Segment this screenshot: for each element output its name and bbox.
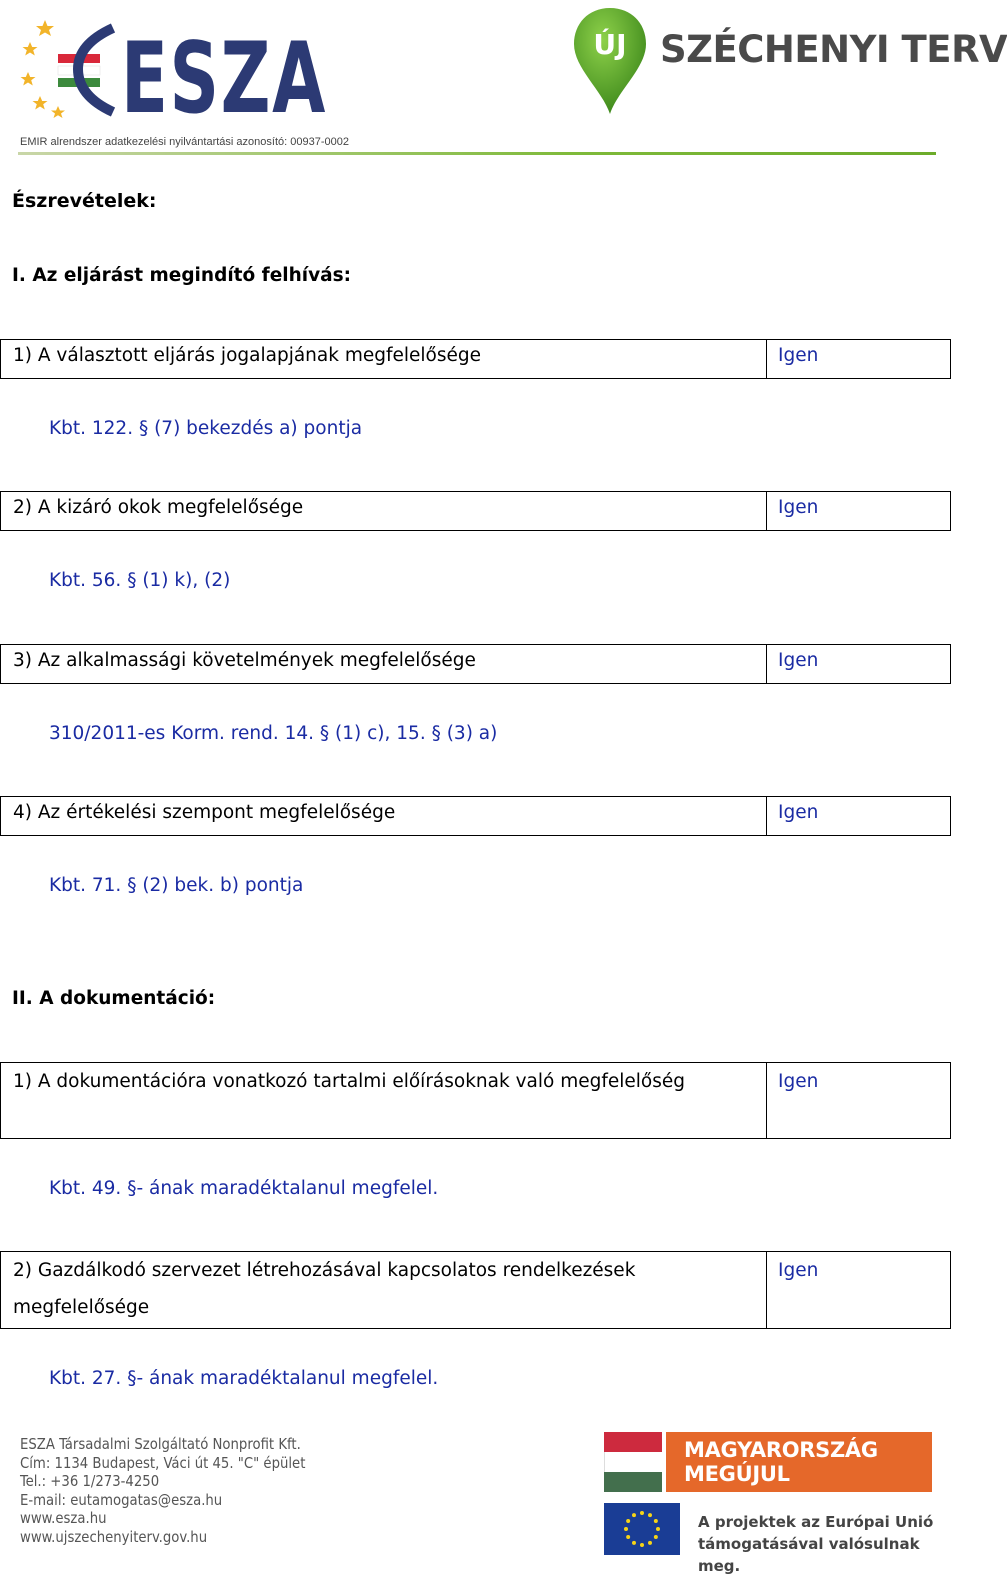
row-label: 2) Gazdálkodó szervezet létrehozásával kapcsolatos rendelkezések megfelelősége xyxy=(1,1252,767,1328)
header-divider xyxy=(18,152,936,155)
legal-reference: Kbt. 27. §- ának maradéktalanul megfelel. xyxy=(49,1368,439,1389)
hungarian-flag-icon xyxy=(604,1432,662,1492)
table-row xyxy=(0,1251,951,1329)
footer-address: Cím: 1134 Budapest, Váci út 45. "C" épület xyxy=(20,1453,306,1472)
legal-reference: 310/2011-es Korm. rend. 14. § (1) c), 15. § (3) a) xyxy=(49,723,498,744)
table-row xyxy=(0,796,951,836)
eu-star-icon xyxy=(632,1541,636,1545)
eu-support-text xyxy=(698,1511,960,1577)
row-value: Igen xyxy=(778,802,819,823)
footer-org-name: ESZA Társadalmi Szolgáltató Nonprofit Kft. xyxy=(20,1435,301,1453)
eu-text-line-1: A projektek az Európai Unió xyxy=(698,1513,934,1531)
footer-website-szechenyi: www.ujszechenyiterv.gov.hu xyxy=(20,1527,208,1546)
row-value: Igen xyxy=(778,345,819,366)
row-label: 3) Az alkalmassági követelmények megfelelősége xyxy=(1,645,767,683)
szechenyi-terv-text: SZÉCHENYI TERV xyxy=(660,28,1007,71)
row-label: 1) A választott eljárás jogalapjának megfelelősége xyxy=(1,340,767,378)
table-row xyxy=(0,491,951,531)
eu-star-icon xyxy=(624,1527,628,1531)
row-label: 2) A kizáró okok megfelelősége xyxy=(1,492,767,530)
page-header xyxy=(0,0,1007,160)
eu-star-icon xyxy=(632,1513,636,1517)
legal-reference: Kbt. 122. § (7) bekezdés a) pontja xyxy=(49,418,363,439)
eu-star-icon xyxy=(640,1543,644,1547)
eu-star-icon xyxy=(626,1519,630,1523)
esza-logo-text: ESZA xyxy=(121,22,327,136)
eu-star-icon xyxy=(656,1527,660,1531)
eu-star-icon xyxy=(648,1541,652,1545)
legal-reference: Kbt. 71. § (2) bek. b) pontja xyxy=(49,875,304,896)
section-heading-1: I. Az eljárást megindító felhívás: xyxy=(12,265,352,286)
footer-phone: Tel.: +36 1/273-4250 xyxy=(20,1472,160,1491)
szechenyi-terv-logo xyxy=(566,4,1007,124)
row-value: Igen xyxy=(778,1071,819,1092)
row-value: Igen xyxy=(778,650,819,671)
eu-star-icon xyxy=(654,1519,658,1523)
eu-flag-icon xyxy=(604,1503,680,1555)
section-heading-2: II. A dokumentáció: xyxy=(12,988,216,1009)
eu-star-icon xyxy=(626,1535,630,1539)
legal-reference: Kbt. 56. § (1) k), (2) xyxy=(49,570,231,591)
row-value: Igen xyxy=(778,1260,819,1281)
table-row xyxy=(0,644,951,684)
eu-star-icon xyxy=(648,1513,652,1517)
document-title: Észrevételek: xyxy=(12,190,157,212)
row-label: 1) A dokumentációra vonatkozó tartalmi előírásoknak való megfelelőség xyxy=(1,1063,767,1138)
table-row xyxy=(0,339,951,379)
row-value: Igen xyxy=(778,497,819,518)
legal-reference: Kbt. 49. §- ának maradéktalanul megfelel. xyxy=(49,1178,439,1199)
footer-email: E-mail: eutamogatas@esza.hu xyxy=(20,1490,223,1509)
eu-stars-icon xyxy=(18,14,128,124)
footer-contact-info xyxy=(20,1435,305,1547)
eu-star-icon xyxy=(654,1535,658,1539)
emir-identifier: EMIR alrendszer adatkezelési nyilvántartási azonosító: 00937-0002 xyxy=(20,136,349,148)
magyarorszag-megujul-banner xyxy=(604,1432,932,1492)
esza-logo xyxy=(18,14,327,136)
table-row xyxy=(0,1062,951,1139)
footer-website-esza: www.esza.hu xyxy=(20,1509,107,1528)
eu-star-icon xyxy=(640,1511,644,1515)
pin-text: ÚJ xyxy=(593,28,627,61)
row-label: 4) Az értékelési szempont megfelelősége xyxy=(1,797,767,835)
eu-text-line-2: támogatásával valósulnak meg. xyxy=(698,1535,920,1575)
map-pin-icon xyxy=(572,6,648,116)
banner-text: MAGYARORSZÁG MEGÚJUL xyxy=(666,1432,932,1492)
